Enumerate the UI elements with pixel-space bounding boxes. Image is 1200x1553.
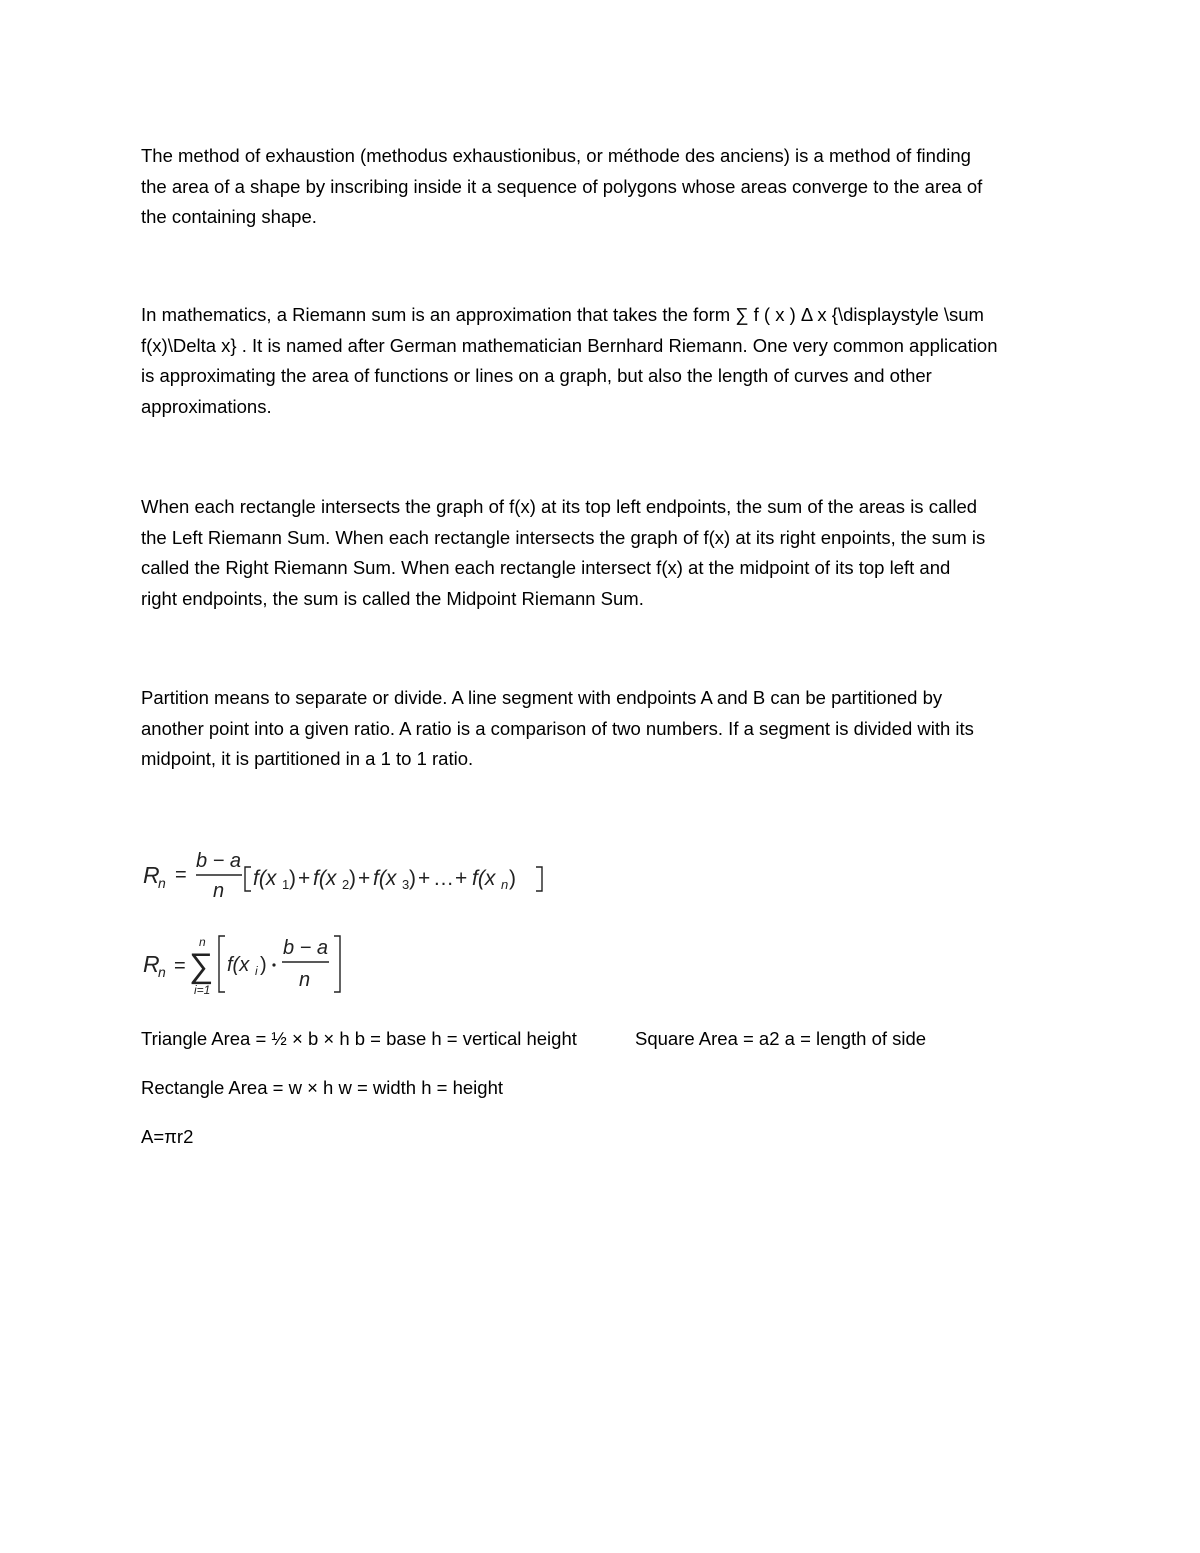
text-line: In mathematics, a Riemann sum is an approximation that takes the form ∑ f ( x ) Δ x {\displaystyle \sum <box>141 304 984 325</box>
text-line: approximations. <box>141 395 272 417</box>
text-line: f(x)\Delta x} . It is named after German mathematician Bernhard Riemann. One very common application <box>141 334 998 356</box>
formula-symbol: R <box>143 951 160 977</box>
text-line: the containing shape. <box>141 206 317 227</box>
formula-plus: + <box>418 867 431 890</box>
formula-term: f(x <box>253 867 277 890</box>
text-line: called the Right Riemann Sum. When each rectangle intersect f(x) at the midpoint of its top left and <box>141 557 951 578</box>
formula-plus: + <box>455 867 468 890</box>
paragraph-method-of-exhaustion <box>141 141 1061 233</box>
text-line: When each rectangle intersects the graph of f(x) at its top left endpoints, the sum of the areas is called <box>141 496 978 517</box>
triangle-area-text: Triangle Area = ½ × b × h b = base h = vertical height <box>141 1028 577 1049</box>
formula-equals: = <box>175 864 187 886</box>
text-line: right endpoints, the sum is called the Midpoint Riemann Sum. <box>141 587 644 609</box>
formula-subscript: n <box>158 875 166 891</box>
formula-denominator: n <box>213 880 225 901</box>
formula-term: f(x <box>373 867 397 890</box>
text-line: another point into a given ratio. A ratio is a comparison of two numbers. If a segment is divided with its <box>141 717 974 739</box>
svg-text:): ) <box>349 867 356 890</box>
text-line: the area of a shape by inscribing inside it a sequence of polygons whose areas converge to the area of <box>141 175 983 197</box>
formula-numerator: b − a <box>283 937 329 959</box>
formula-subscript: n <box>501 877 509 892</box>
svg-text:): ) <box>260 954 267 976</box>
paragraph-left-right-midpoint <box>141 492 1061 614</box>
square-area-text: Square Area = a2 a = length of side <box>635 1028 927 1049</box>
left-bracket <box>219 936 225 992</box>
sigma-lower: i=1 <box>194 983 211 997</box>
formula-symbol: R <box>143 862 160 888</box>
paragraph-partition <box>141 683 1061 775</box>
circle-area-text: A=πr2 <box>141 1126 194 1147</box>
formula-term: f(x <box>313 867 337 890</box>
svg-text:): ) <box>509 867 516 890</box>
formula-subscript: 2 <box>342 877 350 892</box>
formula-subscript: 3 <box>402 877 410 892</box>
multiplication-dot <box>272 963 275 966</box>
text-line: Partition means to separate or divide. A line segment with endpoints A and B can be partitioned by <box>141 687 943 708</box>
text-line: the Left Riemann Sum. When each rectangle intersects the graph of f(x) at its right enpoints, the sum is <box>141 526 986 548</box>
text-line: is approximating the area of functions or lines on a graph, but also the length of curves and other <box>141 365 932 386</box>
formula-numerator: b − a <box>196 850 242 872</box>
formula-term: f(x <box>227 954 250 976</box>
svg-text:): ) <box>289 867 296 890</box>
formula-denominator: n <box>299 969 311 991</box>
svg-text:): ) <box>409 867 416 890</box>
right-bracket <box>334 936 340 992</box>
formula-subscript: n <box>158 964 166 980</box>
formula-ellipsis: … <box>433 867 454 890</box>
formula-riemann-sigma <box>141 930 356 998</box>
formula-plus: + <box>358 867 371 890</box>
formula-equals: = <box>174 955 186 977</box>
right-bracket <box>536 867 542 891</box>
formula-term: f(x <box>472 867 496 890</box>
text-line: The method of exhaustion (methodus exhaustionibus, or méthode des anciens) is a method of finding <box>141 145 971 166</box>
left-bracket <box>245 867 251 891</box>
formula-subscript: i <box>255 964 258 978</box>
text-line: midpoint, it is partitioned in a 1 to 1 ratio. <box>141 748 474 769</box>
sigma-symbol: ∑ <box>189 947 214 985</box>
formula-subscript: 1 <box>282 877 290 892</box>
sigma-upper: n <box>199 935 206 949</box>
formula-riemann-expanded <box>141 843 553 901</box>
formula-plus: + <box>298 867 311 890</box>
paragraph-riemann-sum <box>141 300 1061 422</box>
rectangle-area-text: Rectangle Area = w × h w = width h = height <box>141 1077 504 1098</box>
